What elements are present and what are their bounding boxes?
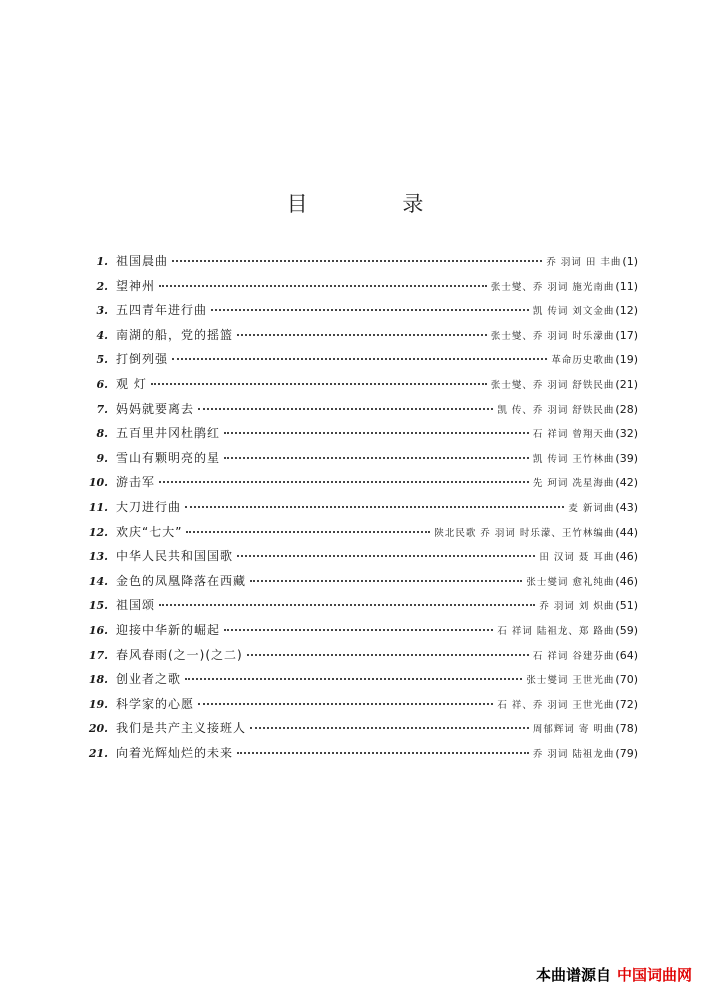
song-title: 科学家的心愿: [116, 696, 195, 711]
page-number: (17): [615, 328, 638, 342]
song-credit: 张士燮词 王世光曲: [526, 675, 615, 687]
toc-entry: [82, 596, 638, 621]
toc-entry: [82, 424, 638, 449]
toc-entry: [82, 695, 638, 720]
dot-leader: [237, 555, 535, 557]
page-number: (11): [615, 279, 638, 293]
dot-leader: [172, 358, 547, 360]
watermark-site: 中国词曲网: [616, 966, 692, 984]
song-title: 雪山有颗明亮的星: [116, 450, 221, 465]
toc-entry: [82, 326, 638, 351]
song-credit: 石 祥、乔 羽词 王世光曲: [497, 699, 615, 711]
entry-number: 15.: [88, 599, 108, 613]
entry-number: 3.: [96, 304, 108, 318]
toc-entry: [82, 719, 638, 744]
dot-leader: [159, 285, 487, 287]
song-title: 妈妈就要离去: [116, 401, 195, 416]
song-title: 大刀进行曲: [116, 499, 182, 514]
toc-entry: [82, 277, 638, 302]
dot-leader: [237, 334, 487, 336]
page-number: (12): [615, 304, 638, 318]
dot-leader: [185, 506, 564, 508]
entry-number: 7.: [96, 402, 108, 416]
dot-leader: [172, 260, 542, 262]
toc-entry: [82, 400, 638, 425]
toc-entry: [82, 523, 638, 548]
page-number: (28): [615, 402, 638, 416]
page-number: (64): [615, 648, 638, 662]
song-credit: 乔 羽词 田 丰曲: [546, 257, 622, 268]
toc-entry: [82, 572, 638, 597]
song-title: 五四青年进行曲: [116, 303, 208, 318]
toc-entry: [82, 744, 638, 769]
dot-leader: [250, 727, 529, 729]
entry-number: 18.: [88, 673, 108, 687]
toc-entry: [82, 621, 638, 646]
entry-number: 16.: [88, 623, 108, 637]
song-title: 祖国晨曲: [116, 254, 169, 268]
song-title: 迎接中华新的崛起: [116, 622, 221, 637]
dot-leader: [198, 703, 493, 705]
page-number: (78): [615, 722, 638, 736]
page-number: (70): [615, 673, 638, 687]
dot-leader: [185, 678, 522, 680]
dot-leader: [237, 752, 529, 754]
entry-number: 2.: [96, 279, 108, 293]
entry-number: 17.: [88, 648, 108, 662]
song-credit: 凯 传、乔 羽词 舒铁民曲: [497, 404, 615, 416]
page-number: (42): [615, 476, 638, 490]
dot-leader: [159, 481, 529, 483]
song-title: 祖国颂: [116, 598, 156, 613]
entry-number: 6.: [96, 377, 108, 391]
song-title: 游击军: [116, 475, 156, 490]
song-credit: 张士燮词 愈礼纯曲: [526, 576, 615, 588]
song-credit: 革命历史歌曲: [551, 355, 615, 367]
page-number: (79): [615, 746, 638, 760]
song-title: 我们是共产主义接班人: [116, 721, 247, 736]
entry-number: 20.: [88, 722, 108, 736]
toc-entry: [82, 252, 638, 277]
dot-leader: [250, 580, 522, 582]
song-title: 春风春雨(之一)(之二): [116, 647, 243, 662]
song-title: 南湖的船，党的摇篮: [116, 327, 234, 342]
page-number: (59): [615, 623, 638, 637]
page-number: (51): [615, 599, 638, 613]
entry-number: 1.: [96, 255, 108, 268]
page-number: (46): [615, 574, 638, 588]
toc-entry: [82, 670, 638, 695]
toc-entry: [82, 301, 638, 326]
entry-number: 9.: [96, 451, 108, 465]
dot-leader: [247, 654, 529, 656]
dot-leader: [151, 383, 487, 385]
dot-leader: [224, 629, 493, 631]
page-number: (43): [615, 500, 638, 514]
dot-leader: [159, 604, 535, 606]
toc-entry: [82, 473, 638, 498]
song-credit: 石 祥词 陆祖龙、郑 路曲: [497, 625, 615, 637]
page-title: 目 录: [286, 192, 468, 216]
song-title: 中华人民共和国国歌: [116, 549, 234, 564]
song-title: 五百里井冈杜鹃红: [116, 426, 221, 441]
entry-number: 13.: [88, 550, 108, 564]
song-credit: 凯 传词 王竹林曲: [532, 453, 615, 465]
song-credit: 乔 羽词 刘 炽曲: [539, 601, 615, 613]
dot-leader: [198, 408, 493, 410]
song-title: 观 灯: [116, 376, 147, 391]
song-title: 打倒列强: [116, 352, 169, 367]
song-credit: 张士燮、乔 羽词 时乐濛曲: [490, 330, 615, 342]
page-number: (21): [615, 377, 638, 391]
toc-entry: [82, 449, 638, 474]
toc-entry: [82, 498, 638, 523]
dot-leader: [211, 309, 529, 311]
dot-leader: [224, 432, 529, 434]
dot-leader: [224, 457, 529, 459]
song-credit: 陕北民歌 乔 羽词 时乐濛、王竹林编曲: [434, 527, 615, 539]
entry-number: 10.: [88, 476, 108, 490]
page-number: (46): [615, 550, 638, 564]
page-number: (32): [615, 427, 638, 441]
page-number: (44): [615, 525, 638, 539]
entry-number: 11.: [88, 500, 108, 514]
entry-number: 14.: [88, 574, 108, 588]
watermark-prefix: 本曲谱源自: [535, 966, 611, 984]
entry-number: 8.: [96, 427, 108, 441]
toc-entry: [82, 646, 638, 671]
song-title: 向着光辉灿烂的未来: [116, 745, 234, 760]
source-watermark: [536, 964, 692, 985]
song-credit: 凯 传词 刘文金曲: [532, 306, 615, 318]
song-title: 欢庆“七大”: [116, 524, 183, 539]
entry-number: 12.: [88, 525, 108, 539]
song-title: 创业者之歌: [116, 672, 182, 687]
entry-number: 21.: [88, 746, 108, 760]
song-credit: 石 祥词 曾翔天曲: [532, 429, 615, 441]
toc-entry: [82, 350, 638, 375]
page-number: (39): [615, 451, 638, 465]
page-number: (1): [622, 255, 638, 268]
entry-number: 5.: [96, 353, 108, 367]
entry-number: 4.: [96, 328, 108, 342]
song-credit: 周郁辉词 寄 明曲: [532, 724, 615, 736]
entry-number: 19.: [88, 697, 108, 711]
song-credit: 石 祥词 谷建芬曲: [532, 650, 615, 662]
song-credit: 乔 羽词 陆祖龙曲: [532, 748, 615, 760]
toc-entry: [82, 375, 638, 400]
page-number: (72): [615, 697, 638, 711]
song-title: 金色的凤凰降落在西藏: [116, 573, 247, 588]
song-credit: 先 珂词 冼星海曲: [532, 478, 615, 490]
table-of-contents: [82, 252, 638, 768]
toc-entry: [82, 547, 638, 572]
song-credit: 田 汉词 聂 耳曲: [539, 552, 615, 564]
dot-leader: [186, 531, 430, 533]
page-number: (19): [615, 353, 638, 367]
song-credit: 张士燮、乔 羽词 施光南曲: [490, 281, 615, 293]
song-title: 望神州: [116, 278, 156, 293]
song-credit: 麦 新词曲: [568, 502, 615, 514]
song-credit: 张士燮、乔 羽词 舒铁民曲: [490, 379, 615, 391]
